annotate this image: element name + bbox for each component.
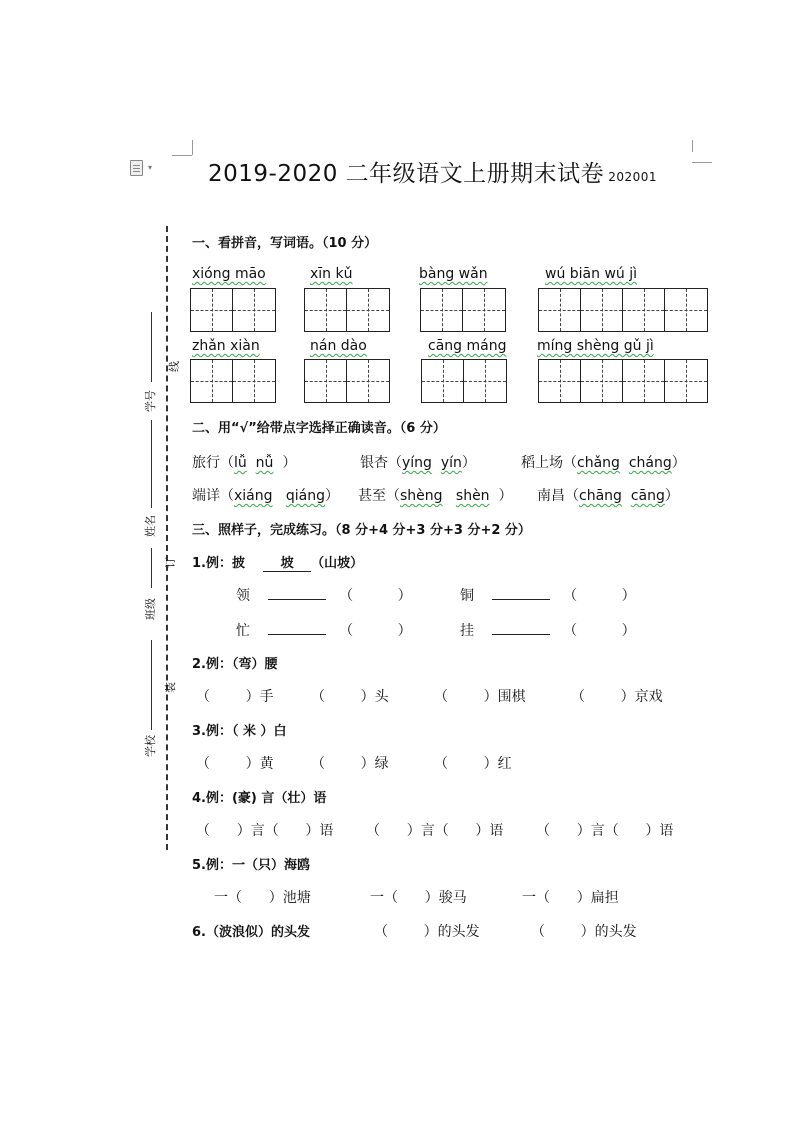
pinyin-label: nán dào	[310, 338, 367, 354]
q5-item[interactable]: 一（ ）池塘	[214, 890, 311, 906]
reading-choice[interactable]: 端详（xiáng qiáng）	[192, 488, 339, 504]
field-line-xuexiao[interactable]	[151, 640, 152, 730]
q6-example: 6.（波浪似）的头发	[192, 925, 310, 940]
q1-item[interactable]: 挂 （ ）	[460, 620, 636, 640]
field-label-xuehao: 学号	[144, 390, 157, 412]
q6-item[interactable]: （ ）的头发	[531, 924, 637, 940]
tian-grid[interactable]	[304, 359, 390, 403]
pinyin-label: wú biān wú jì	[545, 266, 638, 282]
label-xian: 线	[168, 361, 181, 372]
q4-item[interactable]: （ ）言（ ）语	[366, 823, 504, 839]
q3-item[interactable]: （ ）黄	[196, 756, 274, 772]
field-label-xingming: 姓名	[144, 515, 157, 537]
q2-item[interactable]: （ ）围棋	[434, 689, 526, 705]
tian-grid[interactable]	[538, 288, 708, 332]
reading-choice[interactable]: 南昌（chāng cāng）	[537, 488, 679, 504]
corner-mark-left	[192, 140, 193, 155]
pinyin-label: xióng māo	[192, 266, 266, 282]
q1-item[interactable]: 铜 （ ）	[460, 585, 636, 605]
q3-item[interactable]: （ ）红	[434, 756, 512, 772]
pinyin-label: bàng wǎn	[419, 266, 488, 282]
q5-item[interactable]: 一（ ）扁担	[522, 890, 619, 906]
q3-item[interactable]: （ ）绿	[311, 756, 389, 772]
reading-choice[interactable]: 银杏（yíng yín）	[360, 455, 476, 471]
q4-example: 4.例：(豪) 言（壮）语	[192, 791, 327, 806]
field-line-banji[interactable]	[151, 548, 152, 588]
reading-choice[interactable]: 旅行（lǚ nǚ ）	[192, 455, 297, 471]
pinyin-label: míng shèng gǔ jì	[537, 338, 654, 354]
document-icon[interactable]	[130, 160, 143, 176]
tian-grid[interactable]	[190, 359, 276, 403]
pinyin-label: xīn kǔ	[310, 266, 353, 282]
tian-grid[interactable]	[421, 359, 507, 403]
field-label-banji: 班级	[144, 598, 157, 620]
tian-grid[interactable]	[304, 288, 390, 332]
q1-item[interactable]: 忙 （ ）	[236, 620, 412, 640]
pinyin-label: cāng máng	[428, 338, 507, 354]
q2-item[interactable]: （ ）头	[311, 689, 389, 705]
q5-example: 5.例：一（只）海鸥	[192, 858, 310, 873]
label-zhuang: 装	[164, 682, 177, 693]
label-ding: 订	[164, 557, 177, 568]
binding-line	[166, 226, 168, 850]
chevron-down-icon[interactable]: ▾	[148, 163, 153, 172]
page-title: 2019-2020 二年级语文上册期末试卷 202001	[208, 161, 657, 187]
tian-grid[interactable]	[420, 288, 506, 332]
corner-mark-left	[172, 145, 192, 156]
field-line-xuehao[interactable]	[151, 312, 152, 382]
q4-item[interactable]: （ ）言（ ）语	[196, 823, 334, 839]
section-3-heading: 三、照样子，完成练习。（8 分+4 分+3 分+3 分+2 分）	[192, 523, 531, 538]
pinyin-label: zhǎn xiàn	[192, 338, 260, 354]
q1-item[interactable]: 领 （ ）	[236, 585, 412, 605]
field-label-xuexiao: 学校	[144, 735, 157, 757]
q6-item[interactable]: （ ）的头发	[374, 924, 480, 940]
q2-item[interactable]: （ ）京戏	[571, 689, 663, 705]
q2-item[interactable]: （ ）手	[196, 689, 274, 705]
q2-example: 2.例：（弯）腰	[192, 657, 278, 672]
corner-mark-right	[692, 140, 693, 152]
field-line-xingming[interactable]	[151, 420, 152, 508]
section-1-heading: 一、看拼音，写词语。（10 分）	[192, 236, 378, 251]
reading-choice[interactable]: 稻上场（chǎng cháng）	[521, 455, 686, 471]
q4-item[interactable]: （ ）言（ ）语	[536, 823, 674, 839]
tian-grid[interactable]	[538, 359, 708, 403]
section-2-heading: 二、用“√”给带点字选择正确读音。（6 分）	[192, 421, 446, 436]
q3-example: 3.例：（ 米 ）白	[192, 724, 287, 739]
q5-item[interactable]: 一（ ）骏马	[370, 890, 467, 906]
corner-mark-right	[692, 152, 712, 163]
reading-choice[interactable]: 甚至（shèng shèn ）	[358, 488, 513, 504]
tian-grid[interactable]	[190, 288, 276, 332]
q1-example: 1.例：披 坡 （山坡）	[192, 552, 363, 572]
